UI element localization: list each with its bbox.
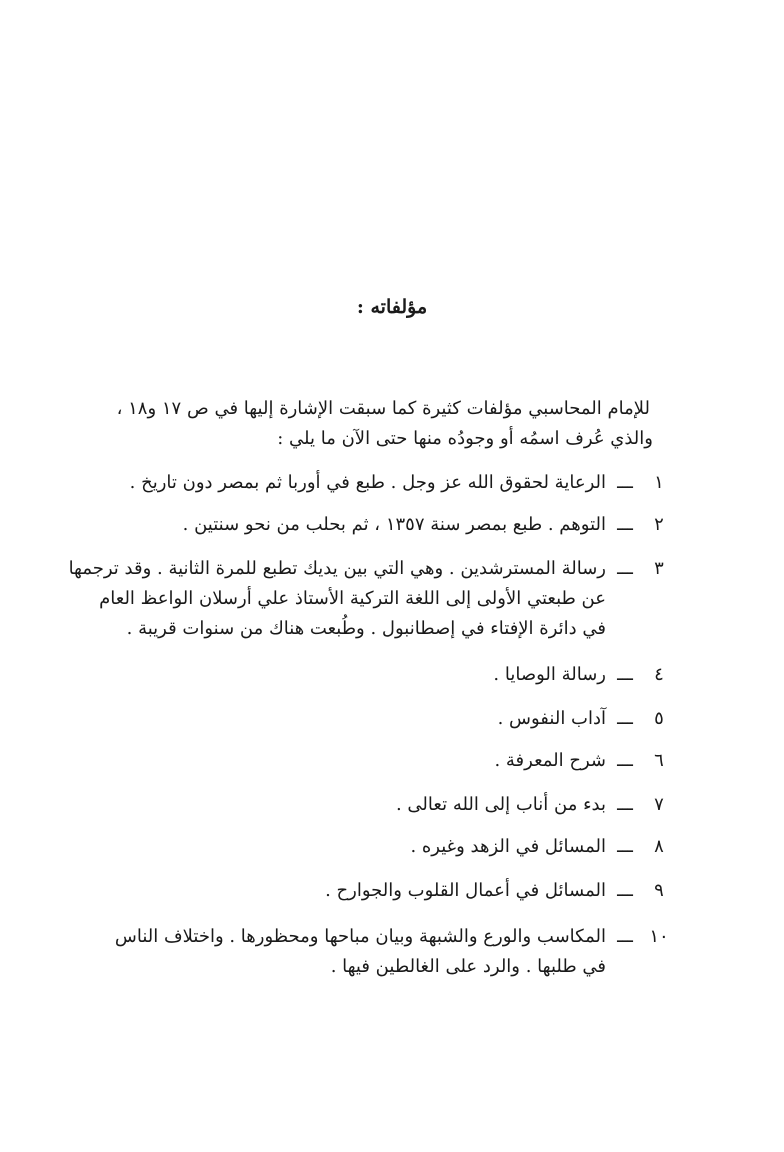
item-dash: ـــ <box>617 558 633 579</box>
item-text: المسائل في أعمال القلوب والجوارح . <box>325 880 606 901</box>
item-number: ٨ <box>654 836 664 857</box>
item-text: رسالة المسترشدين . وهي التي بين يديك تطبع للمرة الثانية . وقد ترجمها <box>68 558 606 579</box>
list-item <box>112 922 672 982</box>
intro-paragraph <box>116 394 653 454</box>
list-item <box>112 704 672 734</box>
item-dash: ـــ <box>617 664 633 685</box>
list-item <box>112 746 672 776</box>
list-item <box>112 660 672 690</box>
item-number: ٣ <box>654 558 664 579</box>
item-text: آداب النفوس . <box>497 708 606 729</box>
intro-line: للإمام المحاسبي مؤلفات كثيرة كما سبقت الإشارة إليها في ص ١٧ و١٨ ، <box>116 398 650 419</box>
list-item <box>112 468 672 498</box>
item-text: التوهم . طبع بمصر سنة ١٣٥٧ ، ثم بحلب من نحو سنتين . <box>182 514 606 535</box>
item-text: المكاسب والورع والشبهة وبيان مباحها ومحظورها . واختلاف الناس <box>114 926 606 947</box>
item-number: ٩ <box>654 880 664 901</box>
item-number: ١٠ <box>649 926 669 947</box>
item-dash: ـــ <box>617 880 633 901</box>
item-text-continued: عن طبعتي الأولى إلى اللغة التركية الأستاذ علي أرسلان الواعظ العام <box>99 588 606 609</box>
intro-line: والذي عُرف اسمُه أو وجودُه منها حتى الآن ما يلي : <box>277 428 653 449</box>
item-number: ١ <box>654 472 664 493</box>
item-text-continued: في طلبها . والرد على الغالطين فيها . <box>330 956 606 977</box>
list-item <box>112 790 672 820</box>
item-number: ٢ <box>654 514 664 535</box>
item-dash: ـــ <box>617 514 633 535</box>
list-item <box>68 554 672 644</box>
item-dash: ـــ <box>617 472 633 493</box>
item-number: ٤ <box>654 664 664 685</box>
item-dash: ـــ <box>617 750 633 771</box>
item-number: ٦ <box>654 750 664 771</box>
item-text-continued: في دائرة الإفتاء في إصطانبول . وطُبعت هناك من سنوات قريبة . <box>126 618 606 639</box>
list-item <box>112 510 672 540</box>
item-dash: ـــ <box>617 836 633 857</box>
item-text: المسائل في الزهد وغيره . <box>410 836 606 857</box>
item-text: الرعاية لحقوق الله عز وجل . طبع في أوربا ثم بمصر دون تاريخ . <box>129 472 606 493</box>
item-number: ٧ <box>654 794 664 815</box>
item-dash: ـــ <box>617 794 633 815</box>
list-item <box>112 832 672 862</box>
item-dash: ـــ <box>617 708 633 729</box>
item-text: بدء من أناب إلى الله تعالى . <box>395 794 606 815</box>
item-dash: ـــ <box>617 926 633 947</box>
section-heading: مؤلفاته : <box>356 296 428 318</box>
item-text: رسالة الوصايا . <box>493 664 606 685</box>
list-item <box>112 876 672 906</box>
item-number: ٥ <box>654 708 664 729</box>
item-text: شرح المعرفة . <box>494 750 606 771</box>
